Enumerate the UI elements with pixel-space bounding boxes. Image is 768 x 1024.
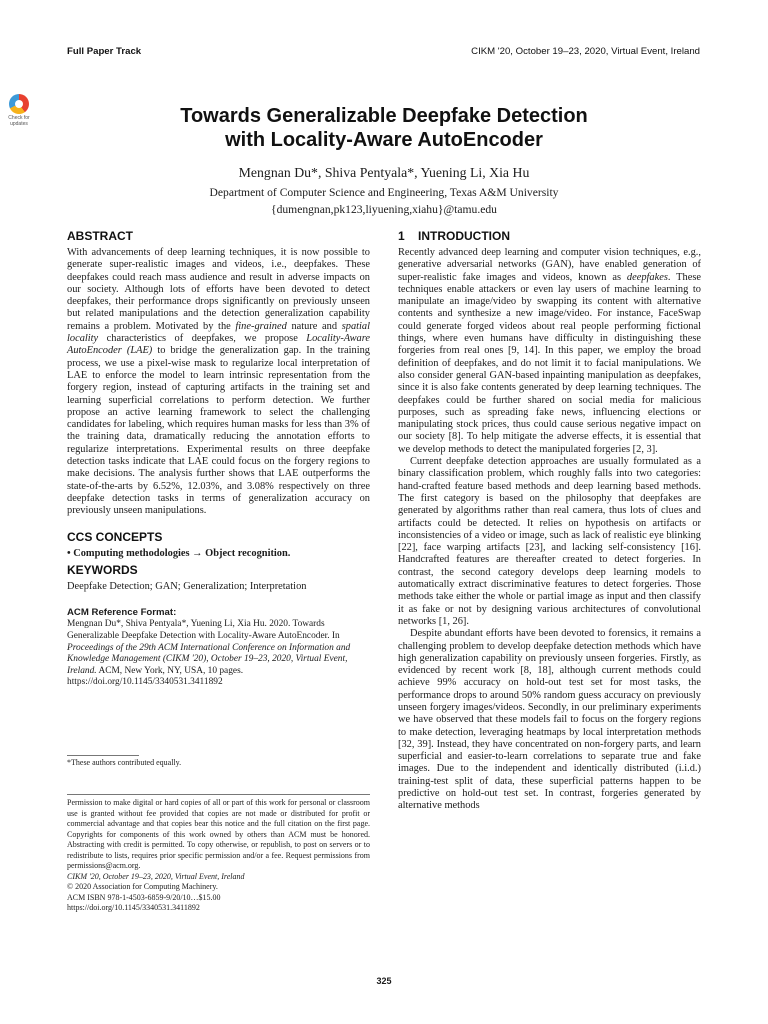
permission-isbn: ACM ISBN 978-1-4503-6859-9/20/10…$15.00 (67, 892, 221, 902)
acm-reference-text: Mengnan Du*, Shiva Pentyala*, Yuening Li, Xia Hu. 2020. Towards Generalizable Deepfake Detection with Locality-Aware AutoEncoder. In Proceedings of the 29th ACM International Conference on Information and Knowledge Management (CIKM '20), October 19–23, 2020, Virtual Event, Ireland. ACM, New York, NY, USA, 10 pages. https://doi.org/10.1145/3340531.3411892 (67, 619, 351, 688)
affiliation: Department of Computer Science and Engineering, Texas A&M University (209, 186, 559, 199)
permission-copyright: © 2020 Association for Computing Machinery. (67, 882, 218, 891)
ccs-heading: CCS CONCEPTS (67, 529, 163, 544)
intro-paragraph-1: Recently advanced deep learning and computer vision techniques, e.g., generative adversarial networks (GAN), have enabled generation of super-realistic fake images and videos, known as deepfakes. These techniques enable attackers or even lay users of machine learning to manipulate an image/video by swapping its content with alternative contents and synthesize a new image/video. For instance, FaceSwap could generate forged videos about real people performing fictional things, where even humans have difficulty in distinguishing these forgeries from real ones [9, 14]. In this paper, we employ the broad definition of deepfakes, and do not limit it to facial manipulations. We also consider general GAN-based inpainting manipulation as deepfakes, since it is also fake contents generated by deep learning techniques. The deepfakes could be further shared on social media for malicious purposes, such as spreading fake news, influencing elections or manipulating stock prices, thus could cause serious negative impact on our society [8]. To help mitigate the adverse effects, it is essential that we develop methods to detect the manipulated forgeries [2, 3]. (398, 247, 701, 455)
permission-block: Permission to make digital or hard copies of all or part of this work for personal or classroom use is granted without fee provided that copies are not made or distributed for profit or commercial advantage and that copies bear this notice and the full citation on the first page. Copyrights for components of this work owned by others than ACM must be honored. Abstracting with credit is permitted. To copy otherwise, or republish, to post on servers or to redistribute to lists, requires prior specific permission and/or a fee. Request permissions from permissions@acm.org. CIKM '20, October 19–23, 2020, Virtual Event, Ireland © 2020 Association for Computing Machinery. ACM ISBN 978-1-4503-6859-9/20/10…$15.00 https://doi.org/10.1145/3340531.3411892 (67, 798, 370, 912)
running-header-left: Full Paper Track (67, 46, 142, 57)
permission-doi[interactable]: https://doi.org/10.1145/3340531.3411892 (67, 903, 200, 912)
intro-paragraph-2: Current deepfake detection approaches are usually formulated as a binary classification problem, which roughly falls into two categories: hand-crafted feature based methods and deep learning based methods. The first category is based on the philosophy that deepfakes are generated by algorithms rather than real camera, thus lots of clues and artifacts could be detected. It relies on hypothesis on artifacts or inconsistencies of a video or image, such as lack of realistic eye blinking [22], face warping artifacts [23], and lacking self-consistency [16]. Handcrafted features are thereafter created to detect forgeries. In contrast, the second category develops deep learning models to automatically extract discriminative features to detect forgeries. Those methods take either the whole or partial image as input and then classify it as fake or not by designing various architectures of convolutional networks [1, 26]. (398, 456, 701, 627)
left-column (67, 229, 370, 689)
badge-text: Check for updates (8, 115, 30, 127)
page-number: 325 (376, 976, 392, 986)
footnote: *These authors contributed equally. (67, 758, 182, 767)
introduction-heading: 1 INTRODUCTION (398, 229, 510, 243)
paper-title: Towards Generalizable Deepfake Detection with Locality-Aware AutoEncoder (180, 105, 588, 151)
check-for-updates-icon (9, 94, 29, 114)
permission-venue: CIKM '20, October 19–23, 2020, Virtual Event, Ireland (67, 871, 245, 881)
right-column (398, 229, 701, 813)
authors: Mengnan Du*, Shiva Pentyala*, Yuening Li, Xia Hu (238, 165, 530, 180)
intro-paragraph-3: Despite abundant efforts have been devoted to forensics, it remains a challenging problem to develop deepfake detection methods which have high generalization capability on previously unseen forgeries. Firstly, as evidenced by recent work [8, 18], although current methods could achieve 99% accuracy on hold-out test set for most tasks, the performance drops to around 50% random guess accuracy on previously unseen forgery images/videos. Secondly, in our preliminary experiments we have observed that these models fail to focus on the forgery regions to make detection, leveraging heatmaps by local interpretation methods [32, 39]. Instead, they have concentrated on non-forgery parts, and learn superficial and easier-to-learn correlations to separate true and fake images. Due to the independent and identically distributed (i.i.d.) training-test split of data, these superficial patterns happen to be predictive on hold-out test set. In contrast, forgeries generated by alternative methods (398, 628, 701, 812)
permission-divider (67, 794, 370, 795)
acm-reference-heading: ACM Reference Format: (67, 607, 177, 619)
keywords-heading: KEYWORDS (67, 562, 138, 577)
running-header-right: CIKM '20, October 19–23, 2020, Virtual Event, Ireland (471, 46, 700, 57)
keywords-text: Deepfake Detection; GAN; Generalization; Interpretation (67, 580, 307, 592)
footnote-divider (67, 755, 139, 756)
author-emails: {dumengnan,pk123,liyuening,xiahu}@tamu.edu (271, 203, 497, 216)
ccs-concept-item: • Computing methodologies → Object recognition. (67, 547, 291, 559)
abstract-text: With advancements of deep learning techniques, it is now possible to generate super-realistic images and videos, i.e., deepfakes. These deepfakes could reach mass audience and result in adverse impacts on our society. Although lots of efforts have been devoted to detect deepfakes, their performance drops significantly on previously unseen but related manipulations and the detection generalization capability remains a problem. Motivated by the fine-grained nature and spatial locality characteristics of deepfakes, we propose Locality-Aware AutoEncoder (LAE) to bridge the generalization gap. In the training process, we use a pixel-wise mask to regularize local interpretation of LAE to enforce the model to learn intrinsic representation from the forgery region, instead of capturing artifacts in the training set and learning superficial correlations to perform detection. We further propose an active learning framework to select the challenging candidates for labeling, which requires human masks for less than 3% of the training data, dramatically reducing the annotation efforts to regularize interpretations. Experimental results on three deepfake detection tasks indicate that LAE could focus on the forgery regions to make decisions. The analysis further shows that LAE outperforms the state-of-the-arts by 6.52%, 12.03%, and 3.08% respectively on three deepfake detection tasks in terms of generalization accuracy on previously unseen manipulations. (67, 247, 370, 517)
check-for-updates-badge[interactable] (6, 94, 32, 127)
abstract-heading: ABSTRACT (67, 229, 133, 243)
